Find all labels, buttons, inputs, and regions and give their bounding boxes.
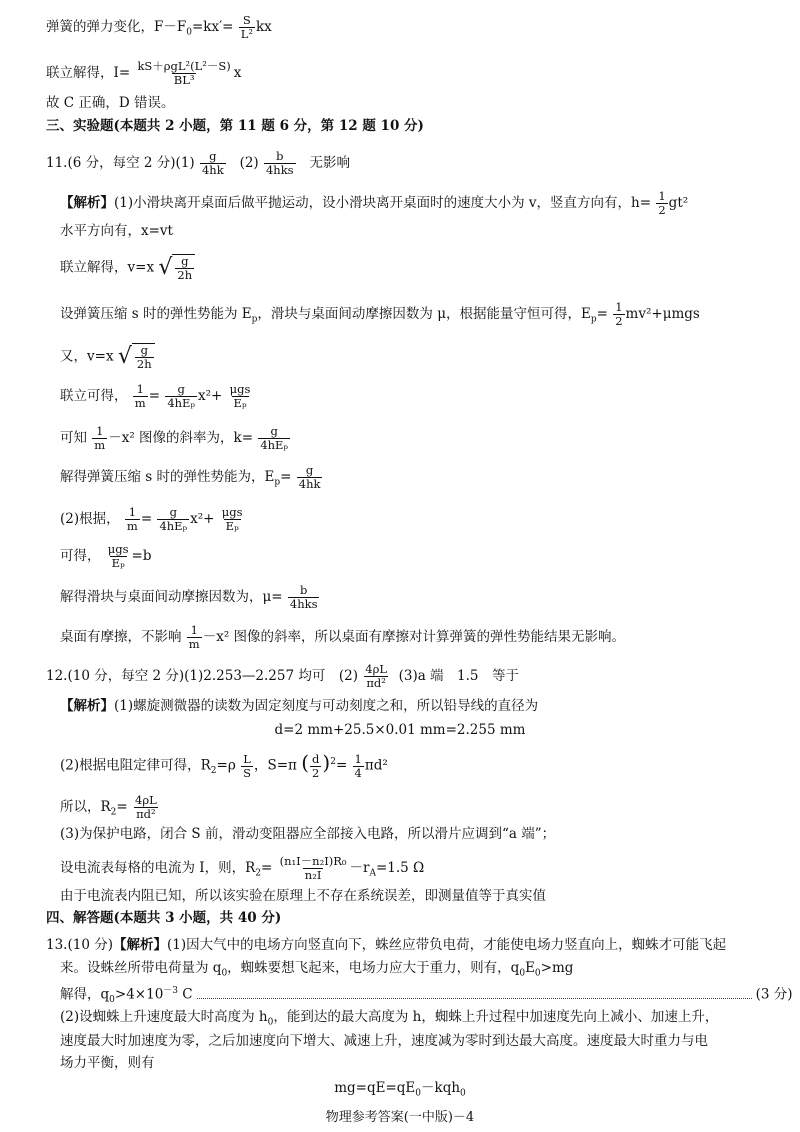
text-line: 联立解得，I= kS＋ρgL²(L²－S) BL³ x [46, 59, 242, 87]
text-line: 故 C 正确，D 错误。 [46, 95, 175, 111]
answer-line: 12.(10 分，每空 2 分)(1)2.253—2.257 均可 (2) $\frac{4\rho L}{\text{πd²}}$ (3)a 端 1.5 等于 [46, 662, 520, 690]
text-line: 桌面有摩擦，不影响 $\frac{1}{m}$ －x² 图像的斜率，所以桌面有摩擦对计算弹簧的弹性势能结果无影响。 [60, 623, 626, 651]
text-line: 由于电流表内阻已知，所以该实验在原理上不存在系统误差，即测量值等于真实值 [60, 888, 546, 904]
text-line: 又，v=x √ $\frac{g}{2h}$ [60, 343, 155, 371]
text-line: (2)根据电阻定律可得，$R_2=\rho$ $\frac{L}{S}$ ，S=π ( $\frac{d}{2}$ )$^2$= $\frac{1}{4}$ πd² [60, 750, 388, 780]
text-line: 【解析】(1)小滑块离开桌面后做平抛运动，设小滑块离开桌面时的速度大小为 v，竖直方向有，h= $\frac{1}{2}$ gt² [60, 189, 689, 217]
text-line: (3)为保护电路，闭合 S 前，滑动变阻器应全部接入电路，所以滑片应调到“a 端”； [60, 826, 556, 842]
analysis-tag: 【解析】 [60, 195, 114, 211]
text-line: 场力平衡，则有 [60, 1055, 155, 1071]
analysis-tag: 【解析】 [112, 937, 167, 953]
fraction: $\frac{S}{\text{L²}}$ [240, 13, 253, 41]
page-footer: 物理参考答案(一中版)－4 [325, 1110, 475, 1125]
text-line: 速度最大时加速度为零，之后加速度向下增大、减速上升，速度减为零时到达最大高度。速度最大时重力与电 [60, 1033, 708, 1049]
text-line: 设弹簧压缩 s 时的弹性势能为 $E_p$，滑块与桌面间动摩擦因数为 μ，根据能量守恒可得，$E_p=$ $\frac{1}{2}$ mv²+μmgs [60, 300, 700, 328]
text-line: 所以，$R_2=$ $\frac{4\rho L}{\text{πd²}}$ [60, 793, 157, 821]
text-line: 解得，$q_0>4\times 10^{-3}$ C (3 分) [60, 986, 793, 1006]
text-line: 可得， μgs Eₚ =b [60, 542, 152, 570]
leader-dots [197, 990, 752, 999]
text-line: 来。设蛛丝所带电荷量为 $q_0$，蜘蛛要想飞起来，电场力应大于重力，则有，$q_0E_0>mg$ [60, 960, 574, 979]
text-line: 设电流表每格的电流为 I，则，$R_2=$ $\frac{\text{(n₁I－n₂I)R₀}}{\text{n₂I}}$ $-r_A=1.5$ Ω [60, 854, 425, 882]
text-line: 解得弹簧压缩 s 时的弹性势能为，$E_p=$ $\frac{g}{4hk}$ [60, 463, 321, 491]
section-heading: 四、解答题(本题共 3 小题，共 40 分) [46, 910, 282, 926]
answer-line: 11.(6 分，每空 2 分)(1) $\frac{g}{4hk}$ (2) b 4hks 无影响 [46, 149, 350, 177]
section-heading: 三、实验题(本题共 2 小题，第 11 题 6 分，第 12 题 10 分) [46, 118, 424, 134]
analysis-tag: 【解析】 [60, 698, 114, 714]
text-line: 联立解得，v=x √ $\frac{g}{2h}$ [60, 254, 195, 282]
text-line: (2)根据， $\frac{1}{m}$ = g 4hEₚ x²+ μgs Eₚ [60, 505, 243, 533]
text-line: 解得滑块与桌面间动摩擦因数为，μ= b 4hks [60, 583, 318, 611]
text-line: (2)设蜘蛛上升速度最大时高度为 $h_0$，能到达的最大高度为 h，蜘蛛上升过程中加速度先向上减小、加速上升， [60, 1009, 719, 1028]
text-line: 弹簧的弹力变化，$F-F_0=kx'=$ $\frac{S}{\text{L²}}$ kx [46, 13, 272, 41]
equation-line: d=2 mm+25.5×0.01 mm=2.255 mm [274, 722, 526, 738]
fraction: kS＋ρgL²(L²－S) BL³ [137, 59, 231, 87]
text-line: 【解析】(1)螺旋测微器的读数为固定刻度与可动刻度之和，所以铅导线的直径为 [60, 698, 539, 714]
text-line: 可知 $\frac{1}{m}$ －x² 图像的斜率为，k= g 4hEₚ [60, 424, 289, 452]
text-line: 联立可得， $\frac{1}{m}$ = g 4hEₚ x²+ μgs Eₚ [60, 382, 251, 410]
equation-line: $mg=qE=qE_0-kqh_0$ [334, 1080, 466, 1099]
text-line: 13.(10 分)【解析】(1)因大气中的电场方向竖直向下，蛛丝应带负电荷，才能使电场力竖直向上，蜘蛛才可能飞起 [46, 937, 727, 953]
text-line: 水平方向有，x=vt [60, 223, 173, 239]
